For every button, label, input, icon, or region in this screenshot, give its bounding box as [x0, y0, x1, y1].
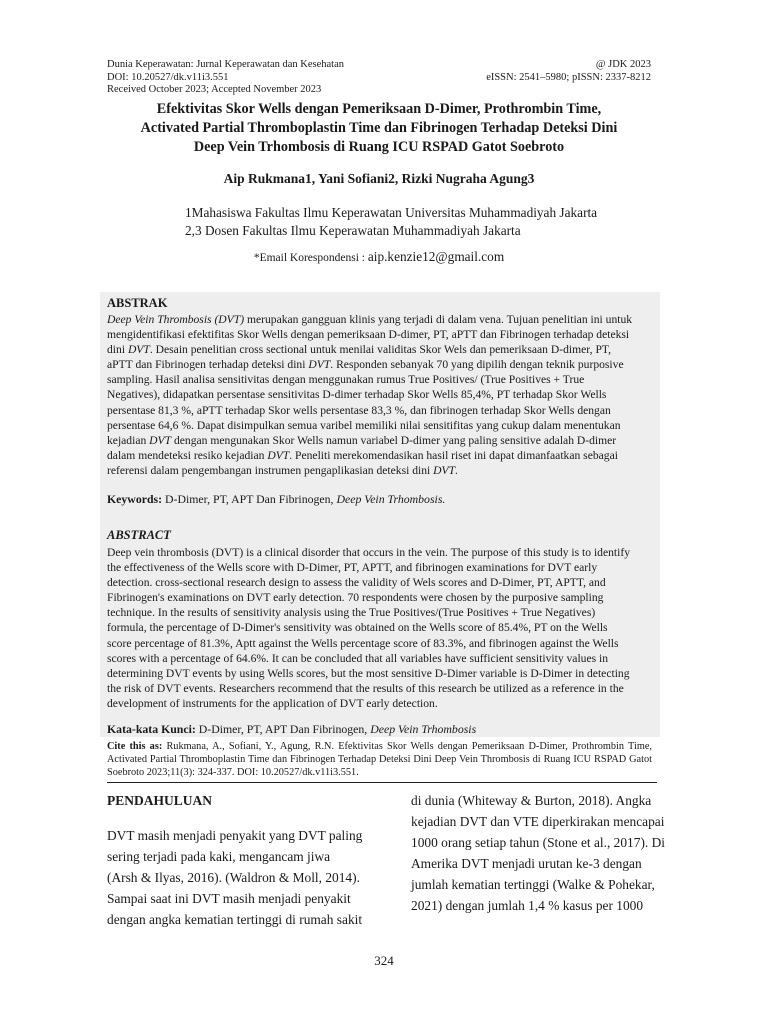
- abstract-line: Deep vein thrombosis (DVT) is a clinical disorder that occurs in the vein. The purpose of this study is to identify: [107, 546, 631, 559]
- abstrak-line: Negatives), didapatkan persentase sensitivitas D-dimer terhadap Skor Wells 85,4%, PT terhadap Skor Wells: [107, 388, 607, 402]
- cite-text: Rukmana, A., Sofiani, Y., Agung, R.N. Efektivitas Skor Wells dengan Pemeriksaan D-Dimer, Prothrombin Time, Activated Partial Thromboplastin Time dan Fibrinogen Terhadap Deteksi Dini Deep Vein Thrombosis di Ruang ICU RSPAD Gatot Soebroto 2023;11(3): 324-337. DOI: 10.20527/dk.v11i3.551.: [107, 741, 652, 779]
- abstract-line: development of instruments for the application of DVT early detection.: [107, 696, 438, 710]
- abstract-line: the risk of DVT events. Researchers recommend that the results of this research be utilized as a reference in the: [107, 681, 624, 695]
- cite-this-as: [107, 740, 652, 780]
- intro-line: sering terjadi pada kaki, mengancam jiwa: [107, 849, 331, 864]
- title-line: Deep Vein Trhombosis di Ruang ICU RSPAD Gatot Soebroto: [193, 139, 565, 155]
- paper-title: [107, 100, 651, 157]
- intro-line: Sampai saat ini DVT masih menjadi penyakit: [107, 891, 351, 906]
- affiliation-1: 1Mahasiswa Fakultas Ilmu Keperawatan Universitas Muhammadiyah Jakarta: [185, 205, 598, 220]
- cite-label: Cite this as:: [107, 741, 163, 752]
- email-label: *Email Korespondensi :: [253, 252, 368, 264]
- journal-name: Dunia Keperawatan: Jurnal Keperawatan dan Kesehatan: [107, 59, 345, 70]
- abstract-line: formula, the percentage of D-Dimer's sensitivity was obtained on the Wells score of 85.4%, PT on the Wells: [107, 621, 608, 635]
- email-address: aip.kenzie12@gmail.com: [367, 249, 505, 264]
- abstrak-line: persentase 81,3 %, aPTT terhadap Skor wells persentase 83,3 %, dan fibrinogen terhadap Skor Wells dengan: [107, 403, 611, 417]
- pendahuluan-heading: PENDAHULUAN: [107, 793, 213, 808]
- affiliation-2: 2,3 Dosen Fakultas Ilmu Keperawatan Muhammadiyah Jakarta: [185, 223, 521, 238]
- authors: Aip Rukmana1, Yani Sofiani2, Rizki Nugraha Agung3: [223, 171, 535, 186]
- keywords-label: Keywords:: [107, 492, 163, 506]
- abstrak-line: dalam mendeteksi resiko kejadian DVT. Peneliti merekomendasikan hasil riset ini dapat dimanfaatkan sebagai: [107, 448, 618, 462]
- intro-right-column: [411, 790, 671, 916]
- intro-line: 2021) dengan jumlah 1,4 % kasus per 1000: [411, 898, 644, 913]
- doi: DOI: 10.20527/dk.v11i3.551: [107, 71, 229, 83]
- abstrak-line: sampling. Hasil analisa sensitivitas dengan menggunakan rumus True Positives/ (True Positives + True: [107, 373, 585, 387]
- intro-line: kejadian DVT dan VTE diperkirakan mencapai: [411, 814, 665, 829]
- intro-line: DVT masih menjadi penyakit yang DVT paling: [107, 828, 363, 843]
- abstrak-heading: ABSTRAK: [107, 296, 168, 310]
- kata-kunci-italic: Deep Vein Trhombosis: [370, 722, 477, 736]
- kata-kunci-label: Kata-kata Kunci:: [107, 722, 196, 736]
- intro-line: jumlah kematian tertinggi (Walke & Pohekar,: [411, 877, 655, 892]
- abstract-line: detection. cross-sectional research design to assess the validity of Wels scores and D-Dimer, PT, APTT, and: [107, 576, 606, 590]
- abstrak-text: [107, 312, 652, 478]
- intro-line: Amerika DVT menjadi urutan ke-3 dengan: [411, 856, 642, 871]
- intro-line: (Arsh & Ilyas, 2016). (Waldron & Moll, 2014).: [107, 870, 360, 885]
- abstrak-line: kejadian DVT dengan mengunakan Skor Wells namun variabel D-dimer yang paling sensitive adalah D-dimer: [107, 433, 617, 447]
- abstrak-line: dini DVT. Desain penelitian cross sectional untuk menilai validitas Skor Wels dan pemeriksaan D-dimer, PT,: [107, 343, 612, 357]
- abstrak-line: Deep Vein Thrombosis (DVT) merupakan gangguan klinis yang terjadi di dalam vena. Tujuan penelitian ini untuk: [107, 313, 633, 326]
- affiliations: [185, 204, 597, 240]
- kata-kunci: [107, 722, 652, 737]
- keywords: [107, 492, 652, 507]
- page-number: 324: [374, 953, 394, 968]
- copyright: @ JDK 2023: [595, 59, 651, 70]
- abstract-text: [107, 545, 652, 711]
- abstrak-line: aPTT dan Fibrinogen terhadap deteksi dini DVT. Responden sebanyak 70 yang dipilih dengan teknik purposive: [107, 358, 624, 372]
- intro-line: di dunia (Whiteway & Burton, 2018). Angka: [411, 793, 652, 808]
- journal-header-right: [351, 59, 651, 84]
- abstract-line: Fibrinogen's examinations on DVT early detection. 70 respondents were chosen by the purposive sampling: [107, 591, 604, 605]
- keywords-text: D-Dimer, PT, APT Dan Fibrinogen,: [162, 492, 337, 506]
- abstract-line: scores with a percentage of 64.6%. It can be concluded that all variables have sufficient sensitivity values in: [107, 651, 609, 665]
- intro-left-column: [107, 825, 365, 930]
- kata-kunci-text: D-Dimer, PT, APT Dan Fibrinogen,: [195, 722, 371, 736]
- title-line: Activated Partial Thromboplastin Time dan Fibrinogen Terhadap Deteksi Dini: [140, 120, 618, 136]
- abstract-line: the effectiveness of the Wells score with D-Dimer, PT, APTT, and fibrinogen examinations for DVT early: [107, 561, 598, 575]
- issn: eISSN: 2541–5980; pISSN: 2337-8212: [486, 71, 651, 83]
- intro-line: 1000 orang setiap tahun (Stone et al., 2017). Di: [411, 835, 665, 850]
- title-line: Efektivitas Skor Wells dengan Pemeriksaan D-Dimer, Prothrombin Time,: [156, 101, 602, 117]
- abstract-line: technique. In the results of sensitivity analysis using the True Positives/(True Positives + True Negatives): [107, 606, 596, 620]
- section-divider: [107, 782, 657, 783]
- abstract-line: determining DVT events by using Wells scores, but the most sensitive D-Dimer variable is D-Dimer in detecting: [107, 666, 630, 680]
- abstrak-line: persentase 64,6 %. Dapat disimpulkan semua varibel memiliki nilai sensitifitas yang cukup dalam menentukan: [107, 418, 621, 432]
- abstrak-line: referensi dalam pengembangan instrumen pengaplikasian deteksi dini DVT.: [107, 463, 458, 477]
- intro-line: dengan angka kematian tertinggi di rumah sakit: [107, 912, 363, 927]
- abstrak-dvt-term: Deep Vein Thrombosis (DVT): [107, 313, 245, 326]
- email-correspondence: [107, 249, 651, 265]
- received-date: Received October 2023; Accepted November 2023: [107, 84, 322, 95]
- abstract-heading: ABSTRACT: [107, 528, 171, 542]
- keywords-italic: Deep Vein Trhombosis.: [336, 492, 446, 506]
- abstract-line: score percentage of 81.3%, Aptt against the Wells percentage score of 83.3%, and fibrinogen against the Wells: [107, 636, 619, 650]
- abstrak-line: mengidentifikasi efektifitas Skor Wells dengan pemeriksaan D-dimer, PT, aPTT dan Fibrinogen terhadap deteksi: [107, 328, 630, 342]
